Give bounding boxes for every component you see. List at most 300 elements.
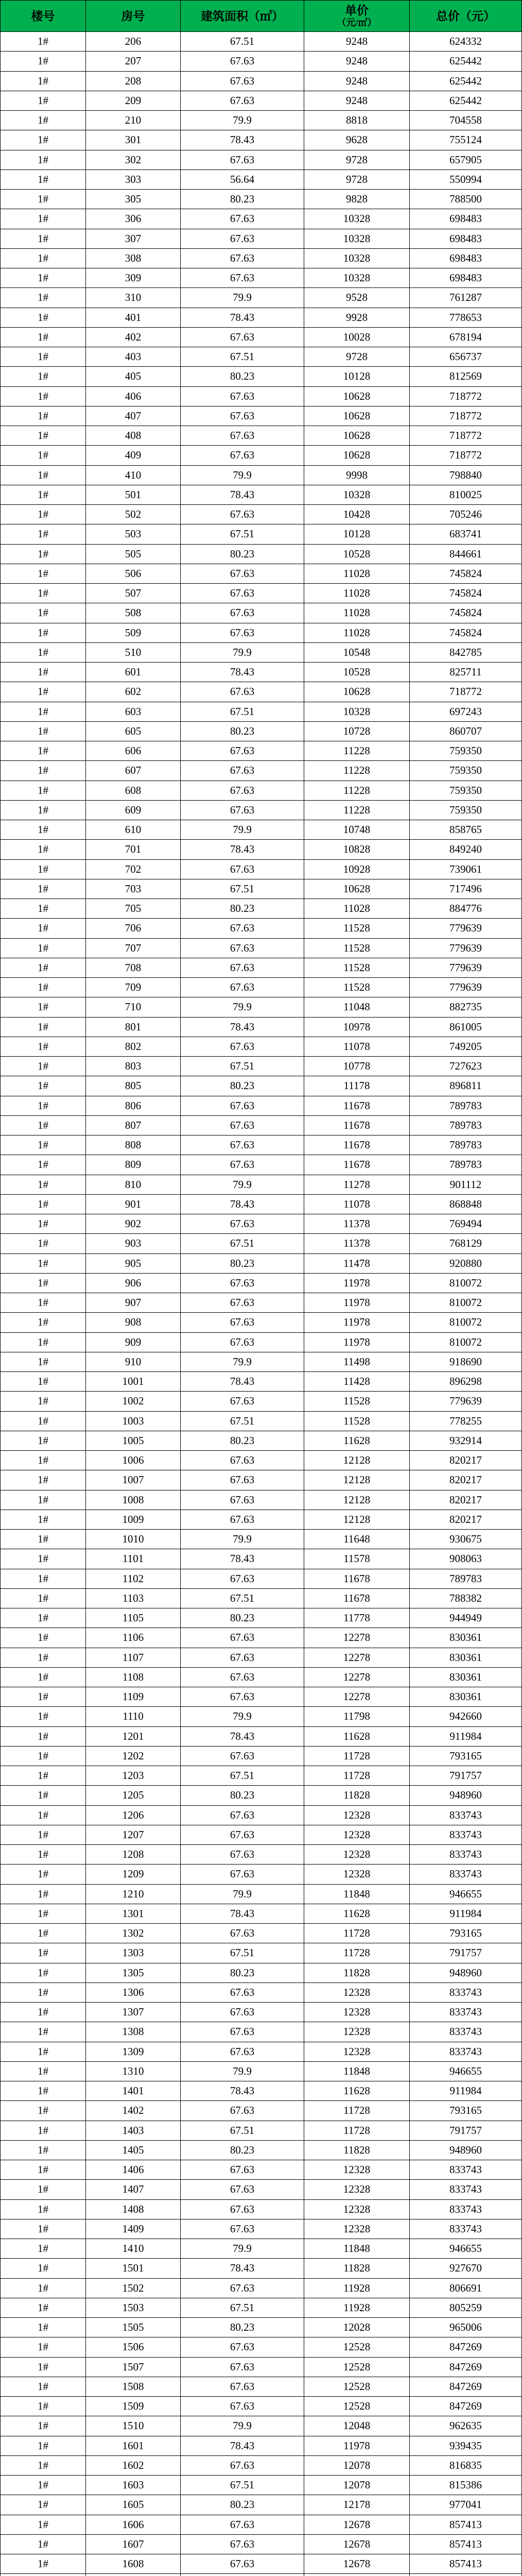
cell-building: 1# <box>1 939 86 958</box>
table-row <box>1 702 522 722</box>
cell-building: 1# <box>1 1530 86 1549</box>
cell-building: 1# <box>1 190 86 209</box>
cell-unit-price: 10748 <box>304 820 410 840</box>
cell-building: 1# <box>1 1786 86 1805</box>
cell-area: 80.23 <box>181 2141 304 2160</box>
cell-area: 67.51 <box>181 347 304 367</box>
cell-unit-price: 9828 <box>304 190 410 209</box>
cell-building: 1# <box>1 406 86 426</box>
cell-building: 1# <box>1 2358 86 2377</box>
cell-total: 977041 <box>410 2495 522 2515</box>
cell-room: 908 <box>86 1313 181 1332</box>
cell-area: 67.63 <box>181 2180 304 2199</box>
cell-unit-price: 10528 <box>304 663 410 682</box>
cell-unit-price: 11628 <box>304 1431 410 1451</box>
header-area <box>181 1 304 32</box>
cell-area: 80.23 <box>181 1786 304 1805</box>
cell-building: 1# <box>1 1333 86 1352</box>
table-body <box>1 32 522 2576</box>
cell-building: 1# <box>1 170 86 190</box>
cell-room: 705 <box>86 899 181 919</box>
cell-area: 67.63 <box>181 2279 304 2298</box>
cell-building: 1# <box>1 741 86 761</box>
cell-building: 1# <box>1 2141 86 2160</box>
cell-room: 605 <box>86 722 181 741</box>
cell-building: 1# <box>1 1569 86 1589</box>
cell-room: 1202 <box>86 1747 181 1766</box>
cell-room: 1210 <box>86 1885 181 1904</box>
cell-building: 1# <box>1 2279 86 2298</box>
cell-area: 67.63 <box>181 1628 304 1648</box>
cell-total: 718772 <box>410 426 522 446</box>
cell-room: 510 <box>86 643 181 663</box>
cell-unit-price: 12528 <box>304 2337 410 2357</box>
cell-room: 1501 <box>86 2259 181 2278</box>
table-row <box>1 130 522 150</box>
table-row <box>1 1865 522 1884</box>
cell-building: 1# <box>1 229 86 249</box>
cell-room: 1509 <box>86 2397 181 2416</box>
cell-room: 710 <box>86 997 181 1017</box>
cell-area: 80.23 <box>181 899 304 919</box>
cell-total: 830361 <box>410 1628 522 1648</box>
cell-total: 698483 <box>410 209 522 229</box>
table-row <box>1 939 522 958</box>
cell-room: 501 <box>86 485 181 505</box>
cell-building: 1# <box>1 1727 86 1747</box>
cell-unit-price: 12528 <box>304 2397 410 2416</box>
table-row <box>1 997 522 1017</box>
cell-room: 1508 <box>86 2377 181 2397</box>
cell-room: 701 <box>86 840 181 859</box>
cell-area: 67.63 <box>181 209 304 229</box>
table-row <box>1 1392 522 1411</box>
table-row <box>1 2239 522 2259</box>
cell-unit-price: 11978 <box>304 1274 410 1293</box>
cell-area: 67.63 <box>181 1293 304 1313</box>
cell-unit-price: 9728 <box>304 150 410 170</box>
cell-room: 1502 <box>86 2279 181 2298</box>
cell-room: 907 <box>86 1293 181 1313</box>
cell-total: 727623 <box>410 1057 522 1076</box>
table-row <box>1 663 522 682</box>
table-row <box>1 761 522 781</box>
cell-room: 1309 <box>86 2042 181 2062</box>
cell-unit-price: 12328 <box>304 2219 410 2239</box>
table-row <box>1 2022 522 2042</box>
cell-room: 1407 <box>86 2180 181 2199</box>
cell-area: 67.51 <box>181 1057 304 1076</box>
cell-building: 1# <box>1 1254 86 1274</box>
table-row <box>1 2180 522 2199</box>
cell-total: 896298 <box>410 1372 522 1392</box>
cell-total: 857413 <box>410 2535 522 2554</box>
cell-total: 806691 <box>410 2279 522 2298</box>
cell-area: 79.9 <box>181 997 304 1017</box>
cell-total: 901112 <box>410 1175 522 1195</box>
cell-unit-price: 12328 <box>304 1865 410 1884</box>
cell-unit-price: 12528 <box>304 2377 410 2397</box>
table-row <box>1 1747 522 1766</box>
cell-unit-price: 9248 <box>304 91 410 111</box>
cell-building: 1# <box>1 603 86 623</box>
table-row <box>1 643 522 663</box>
cell-building: 1# <box>1 840 86 859</box>
cell-building: 1# <box>1 643 86 663</box>
table-row <box>1 820 522 840</box>
cell-area: 67.63 <box>181 1806 304 1825</box>
cell-building: 1# <box>1 879 86 899</box>
cell-total: 678194 <box>410 328 522 347</box>
cell-unit-price: 11078 <box>304 1195 410 1214</box>
cell-building: 1# <box>1 2042 86 2062</box>
cell-area: 67.63 <box>181 1983 304 2003</box>
cell-room: 1205 <box>86 1786 181 1805</box>
cell-area: 80.23 <box>181 2318 304 2337</box>
cell-total: 749205 <box>410 1037 522 1057</box>
table-row <box>1 1037 522 1057</box>
table-row <box>1 1904 522 1924</box>
table-row <box>1 190 522 209</box>
cell-unit-price: 10628 <box>304 446 410 465</box>
cell-total: 779639 <box>410 939 522 958</box>
cell-total: 656737 <box>410 347 522 367</box>
cell-area: 67.63 <box>181 91 304 111</box>
cell-unit-price: 10528 <box>304 545 410 564</box>
table-row <box>1 1274 522 1293</box>
table-row <box>1 268 522 288</box>
cell-building: 1# <box>1 2121 86 2141</box>
cell-unit-price: 11048 <box>304 997 410 1017</box>
table-header-row <box>1 1 522 32</box>
cell-room: 1207 <box>86 1825 181 1845</box>
cell-building: 1# <box>1 347 86 367</box>
cell-total: 816835 <box>410 2456 522 2476</box>
cell-total: 920880 <box>410 1254 522 1274</box>
cell-building: 1# <box>1 1648 86 1668</box>
cell-room: 1401 <box>86 2081 181 2101</box>
table-row <box>1 1510 522 1530</box>
table-row <box>1 1549 522 1569</box>
table-row <box>1 2160 522 2180</box>
cell-building: 1# <box>1 1668 86 1687</box>
cell-building: 1# <box>1 1707 86 1726</box>
table-row <box>1 722 522 741</box>
cell-total: 948960 <box>410 1786 522 1805</box>
cell-total: 948960 <box>410 1963 522 1983</box>
cell-room: 1208 <box>86 1845 181 1865</box>
table-row <box>1 1195 522 1214</box>
cell-area: 67.63 <box>181 741 304 761</box>
cell-unit-price: 12078 <box>304 2476 410 2495</box>
cell-building: 1# <box>1 1155 86 1175</box>
cell-unit-price: 11028 <box>304 564 410 584</box>
table-row <box>1 2476 522 2495</box>
cell-area: 78.43 <box>181 840 304 859</box>
cell-building: 1# <box>1 545 86 564</box>
cell-room: 902 <box>86 1214 181 1234</box>
table-row <box>1 1530 522 1549</box>
cell-total: 779639 <box>410 978 522 997</box>
cell-area: 79.9 <box>181 1175 304 1195</box>
cell-building: 1# <box>1 1372 86 1392</box>
table-row <box>1 603 522 623</box>
cell-area: 67.63 <box>181 229 304 249</box>
cell-area: 79.9 <box>181 2239 304 2259</box>
cell-area: 67.63 <box>181 623 304 643</box>
cell-room: 505 <box>86 545 181 564</box>
cell-unit-price: 11978 <box>304 2436 410 2456</box>
cell-total: 833743 <box>410 2219 522 2239</box>
cell-building: 1# <box>1 1589 86 1608</box>
cell-building: 1# <box>1 2219 86 2239</box>
cell-room: 1302 <box>86 1924 181 1943</box>
cell-area: 78.43 <box>181 2259 304 2278</box>
cell-area: 67.63 <box>181 2397 304 2416</box>
cell-area: 78.43 <box>181 1904 304 1924</box>
table-row <box>1 1963 522 1983</box>
cell-area: 67.51 <box>181 1234 304 1253</box>
cell-unit-price: 9528 <box>304 288 410 308</box>
cell-total: 745824 <box>410 623 522 643</box>
cell-room: 903 <box>86 1234 181 1253</box>
cell-area: 67.63 <box>181 1865 304 1884</box>
cell-room: 1402 <box>86 2101 181 2121</box>
table-row <box>1 2200 522 2219</box>
cell-building: 1# <box>1 761 86 781</box>
cell-building: 1# <box>1 919 86 938</box>
cell-area: 67.63 <box>181 52 304 71</box>
cell-building: 1# <box>1 1628 86 1648</box>
cell-room: 1403 <box>86 2121 181 2141</box>
cell-total: 962635 <box>410 2416 522 2436</box>
cell-building: 1# <box>1 2180 86 2199</box>
cell-unit-price: 11728 <box>304 1943 410 1963</box>
cell-unit-price: 10328 <box>304 229 410 249</box>
cell-total: 833743 <box>410 1865 522 1884</box>
cell-unit-price: 11828 <box>304 1963 410 1983</box>
cell-unit-price: 11528 <box>304 1392 410 1411</box>
cell-total: 793165 <box>410 2101 522 2121</box>
cell-total: 944949 <box>410 1608 522 1628</box>
cell-building: 1# <box>1 1766 86 1786</box>
cell-room: 1007 <box>86 1470 181 1490</box>
cell-room: 1008 <box>86 1490 181 1510</box>
table-row <box>1 741 522 761</box>
cell-building: 1# <box>1 1825 86 1845</box>
cell-area: 67.63 <box>181 2101 304 2121</box>
cell-room: 507 <box>86 584 181 603</box>
cell-total: 625442 <box>410 72 522 91</box>
cell-total: 896811 <box>410 1076 522 1096</box>
cell-total: 882735 <box>410 997 522 1017</box>
cell-unit-price: 11828 <box>304 1786 410 1805</box>
table-row <box>1 32 522 52</box>
cell-room: 406 <box>86 387 181 406</box>
cell-building: 1# <box>1 387 86 406</box>
cell-unit-price: 9248 <box>304 72 410 91</box>
cell-unit-price <box>304 2574 410 2576</box>
cell-room: 1405 <box>86 2141 181 2160</box>
table-row <box>1 1333 522 1352</box>
cell-room: 608 <box>86 781 181 801</box>
table-row <box>1 1214 522 1234</box>
cell-unit-price: 12078 <box>304 2456 410 2476</box>
cell-total: 820217 <box>410 1490 522 1510</box>
cell-building: 1# <box>1 2200 86 2219</box>
cell-unit-price: 11228 <box>304 741 410 761</box>
cell-unit-price: 11678 <box>304 1589 410 1608</box>
cell-total: 861005 <box>410 1018 522 1037</box>
cell-building: 1# <box>1 801 86 820</box>
cell-total: 759350 <box>410 761 522 781</box>
cell-unit-price: 11228 <box>304 781 410 801</box>
table-row <box>1 545 522 564</box>
table-row <box>1 978 522 997</box>
table-row <box>1 899 522 919</box>
cell-total: 833743 <box>410 1983 522 2003</box>
cell-total: 908063 <box>410 1549 522 1569</box>
cell-area: 67.63 <box>181 2219 304 2239</box>
table-row <box>1 328 522 347</box>
cell-room: 805 <box>86 1076 181 1096</box>
cell-total: 965006 <box>410 2318 522 2337</box>
cell-total: 868848 <box>410 1195 522 1214</box>
table-row <box>1 466 522 485</box>
cell-area: 67.63 <box>181 2337 304 2357</box>
cell-room: 702 <box>86 860 181 879</box>
cell-room: 1002 <box>86 1392 181 1411</box>
cell-building: 1# <box>1 682 86 702</box>
cell-building: 1# <box>1 623 86 643</box>
cell-total: 927670 <box>410 2259 522 2278</box>
cell-room: 610 <box>86 820 181 840</box>
cell-total: 830361 <box>410 1668 522 1687</box>
cell-area: 67.63 <box>181 564 304 584</box>
table-row <box>1 564 522 584</box>
cell-room: 303 <box>86 170 181 190</box>
cell-total: 759350 <box>410 801 522 820</box>
cell-area: 67.63 <box>181 1037 304 1057</box>
cell-total: 825711 <box>410 663 522 682</box>
table-row <box>1 2062 522 2081</box>
cell-unit-price: 10428 <box>304 505 410 524</box>
cell-building: 1# <box>1 860 86 879</box>
cell-total: 939435 <box>410 2436 522 2456</box>
cell-unit-price: 11278 <box>304 1175 410 1195</box>
table-row <box>1 1096 522 1116</box>
cell-unit-price: 10978 <box>304 1018 410 1037</box>
table-row <box>1 150 522 170</box>
cell-total: 847269 <box>410 2337 522 2357</box>
cell-room: 607 <box>86 761 181 781</box>
cell-area: 78.43 <box>181 2436 304 2456</box>
cell-area: 79.9 <box>181 111 304 130</box>
table-row <box>1 2397 522 2416</box>
table-row <box>1 1589 522 1608</box>
cell-area: 67.63 <box>181 328 304 347</box>
cell-total: 812569 <box>410 367 522 386</box>
cell-area: 67.51 <box>181 32 304 52</box>
cell-area: 78.43 <box>181 1727 304 1747</box>
cell-unit-price: 12528 <box>304 2358 410 2377</box>
cell-building: 1# <box>1 505 86 524</box>
cell-room: 208 <box>86 72 181 91</box>
cell-unit-price: 11228 <box>304 801 410 820</box>
cell-building: 1# <box>1 958 86 978</box>
cell-area: 67.63 <box>181 2022 304 2042</box>
cell-room: 410 <box>86 466 181 485</box>
cell-area: 67.63 <box>181 406 304 426</box>
cell-total: 705246 <box>410 505 522 524</box>
cell-total: 842785 <box>410 643 522 663</box>
cell-unit-price: 12278 <box>304 1648 410 1668</box>
cell-room: 408 <box>86 426 181 446</box>
cell-total: 739061 <box>410 860 522 879</box>
cell-total: 718772 <box>410 406 522 426</box>
cell-area: 67.63 <box>181 1155 304 1175</box>
cell-unit-price: 12128 <box>304 1510 410 1530</box>
cell-total: 942660 <box>410 1707 522 1726</box>
cell-total: 793165 <box>410 1747 522 1766</box>
cell-unit-price: 11798 <box>304 1707 410 1726</box>
cell-area: 67.63 <box>181 2515 304 2535</box>
cell-unit-price: 9928 <box>304 308 410 328</box>
table-row <box>1 72 522 91</box>
table-row <box>1 308 522 328</box>
cell-building: 1# <box>1 1470 86 1490</box>
table-row <box>1 1136 522 1155</box>
cell-area: 56.64 <box>181 170 304 190</box>
cell-total: 858765 <box>410 820 522 840</box>
table-row <box>1 958 522 978</box>
cell-total: 833743 <box>410 2160 522 2180</box>
table-row <box>1 2081 522 2101</box>
cell-room: 1201 <box>86 1727 181 1747</box>
cell-unit-price: 11848 <box>304 1885 410 1904</box>
cell-unit-price: 12278 <box>304 1687 410 1707</box>
cell-building: 1# <box>1 1018 86 1037</box>
cell-room: 1307 <box>86 2003 181 2022</box>
cell-building <box>1 2574 86 2576</box>
cell-area: 67.51 <box>181 2476 304 2495</box>
cell-room: 402 <box>86 328 181 347</box>
cell-total: 791757 <box>410 1766 522 1786</box>
header-unit-price-unit: （元/㎡） <box>337 18 377 28</box>
cell-room: 1005 <box>86 1431 181 1451</box>
cell-building: 1# <box>1 1037 86 1057</box>
cell-total: 788500 <box>410 190 522 209</box>
cell-unit-price: 11628 <box>304 1904 410 1924</box>
cell-room: 509 <box>86 623 181 643</box>
table-row <box>1 2358 522 2377</box>
cell-area: 67.63 <box>181 781 304 801</box>
cell-unit-price: 10628 <box>304 682 410 702</box>
cell-unit-price: 11848 <box>304 2062 410 2081</box>
table-row <box>1 1352 522 1372</box>
cell-unit-price: 12328 <box>304 2042 410 2062</box>
cell-unit-price: 10628 <box>304 387 410 406</box>
cell-unit-price: 12178 <box>304 2495 410 2515</box>
cell-unit-price: 11528 <box>304 919 410 938</box>
cell-building: 1# <box>1 1412 86 1431</box>
cell-area: 80.23 <box>181 1608 304 1628</box>
cell-building: 1# <box>1 91 86 111</box>
table-row <box>1 406 522 426</box>
cell-building: 1# <box>1 722 86 741</box>
table-row <box>1 919 522 938</box>
table-row <box>1 879 522 899</box>
